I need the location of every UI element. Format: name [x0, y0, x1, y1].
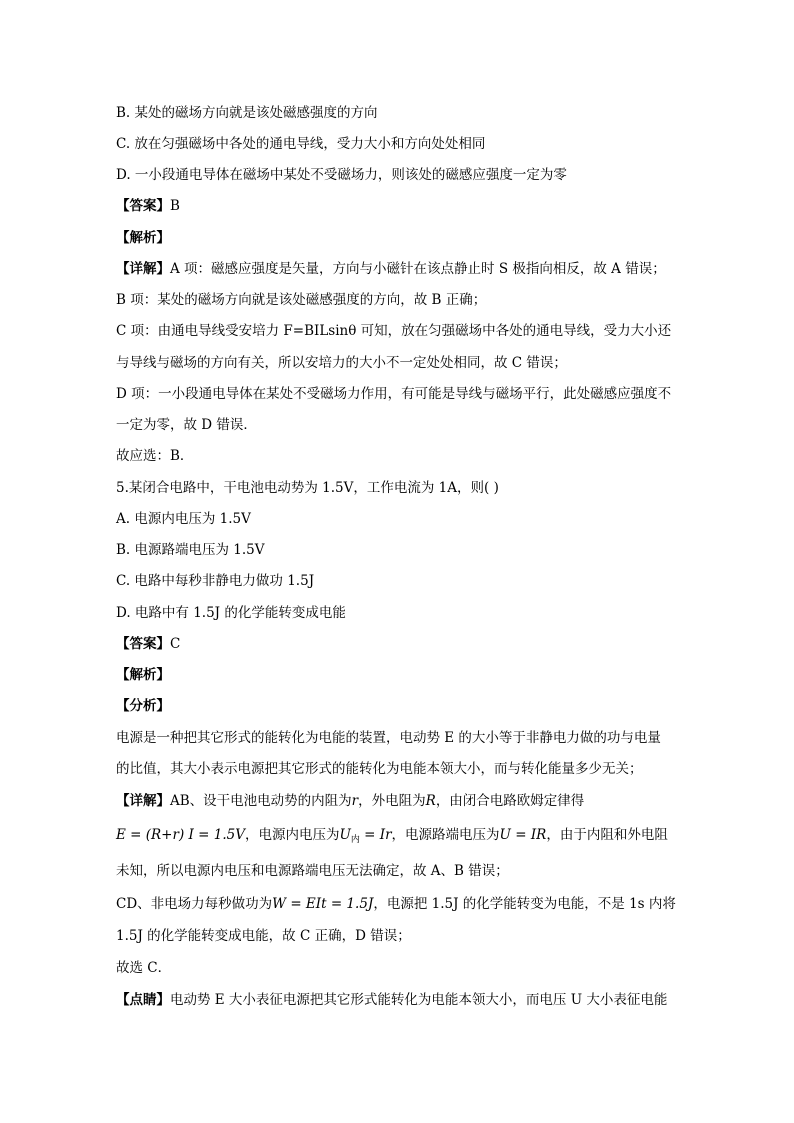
detail-b: B 项：某处的磁场方向就是该处磁感强度的方向，故 B 正确； — [116, 292, 487, 308]
q5-option-a: A. 电源内电压为 1.5V — [116, 511, 251, 527]
option-c: C. 放在匀强磁场中各处的通电导线，受力大小和方向处处相同 — [116, 136, 486, 152]
answer-label: 【答案】 — [116, 198, 170, 214]
detail-c-2: 与导线与磁场的方向有关，所以安培力的大小不一定处处相同，故 C 错误； — [116, 355, 567, 371]
detail-line: 【详解】A 项：磁感应强度是矢量，方向与小磁针在该点静止时 S 极指向相反，故 A 错误； — [116, 261, 666, 277]
detail-label: 【详解】 — [116, 261, 170, 277]
equation-work: W = EIt = 1.5J — [272, 896, 374, 912]
conclusion: 故应选：B． — [116, 448, 194, 464]
q5-detail-equations: E = (R+r) I = 1.5V，电源内电压为$U_内 = Ir$，电源路端电压为U = IR，由于内阻和外电阻 — [116, 827, 668, 845]
q5-option-d: D. 电路中有 1.5J 的化学能转变成电能 — [116, 605, 346, 621]
analysis-heading: 【解析】 — [116, 230, 170, 246]
equation-terminal-voltage: U = IR — [499, 827, 547, 843]
math-r: r — [351, 793, 359, 809]
q5-analysis-sub-heading: 【分析】 — [116, 698, 170, 714]
detail-d-1: D 项：一小段通电导体在某处不受磁场力作用，有可能是导线与磁场平行，此处磁感应强度不 — [116, 386, 672, 402]
math-R: R — [425, 793, 436, 809]
q5-analysis-2: 的比值，其大小表示电源把其它形式的能转化为电能本领大小，而与转化能量多少无关； — [116, 761, 643, 777]
detail-c-1: C 项：由通电导线受安培力 F=BILsinθ 可知，放在匀强磁场中各处的通电导线，受力大小还 — [116, 323, 672, 339]
q5-conclusion: 故选 C． — [116, 960, 172, 976]
q5-answer-line: 【答案】C — [116, 636, 181, 652]
detail-d-2: 一定为零，故 D 错误． — [116, 417, 257, 433]
q5-answer-value: C — [170, 636, 181, 652]
equation-emf: E = (R+r) I = 1.5V — [116, 827, 245, 843]
answer-line — [116, 196, 686, 216]
option-b: B. 某处的磁场方向就是该处磁感强度的方向 — [116, 105, 378, 121]
q5-detail-ab-2: 未知，所以电源内电压和电源路端电压无法确定，故 A、B 错误； — [116, 863, 509, 879]
q5-detail-cd: CD、非电场力每秒做功为W = EIt = 1.5J，电源把 1.5J 的化学能转变为电能，不是 1s 内将 — [116, 896, 676, 912]
answer-value: B — [170, 198, 180, 214]
equation-inner-voltage: $U_内 = Ir$ — [339, 827, 392, 845]
q5-option-b: B. 电源路端电压为 1.5V — [116, 542, 265, 558]
q5-analysis-heading: 【解析】 — [116, 667, 170, 683]
q5-option-c: C. 电路中每秒非静电力做功 1.5J — [116, 573, 315, 589]
q5-detail-cd-2: 1.5J 的化学能转变成电能，故 C 正确，D 错误； — [116, 928, 411, 944]
option-d: D. 一小段通电导体在磁场中某处不受磁场力，则该处的磁感应强度一定为零 — [116, 167, 567, 183]
q5-detail-ab: 【详解】AB、设干电池电动势的内阻为r，外电阻为R，由闭合电路欧姆定律得 — [116, 793, 585, 809]
q5-analysis-1: 电源是一种把其它形式的能转化为电能的装置，电动势 E 的大小等于非静电力做的功与电量 — [116, 730, 661, 746]
q5-remark: 【点睛】电动势 E 大小表征电源把其它形式能转化为电能本领大小，而电压 U 大小表征电能 — [116, 992, 668, 1008]
question-5: 5.某闭合电路中，干电池电动势为 1.5V，工作电流为 1A，则( ) — [116, 480, 499, 496]
